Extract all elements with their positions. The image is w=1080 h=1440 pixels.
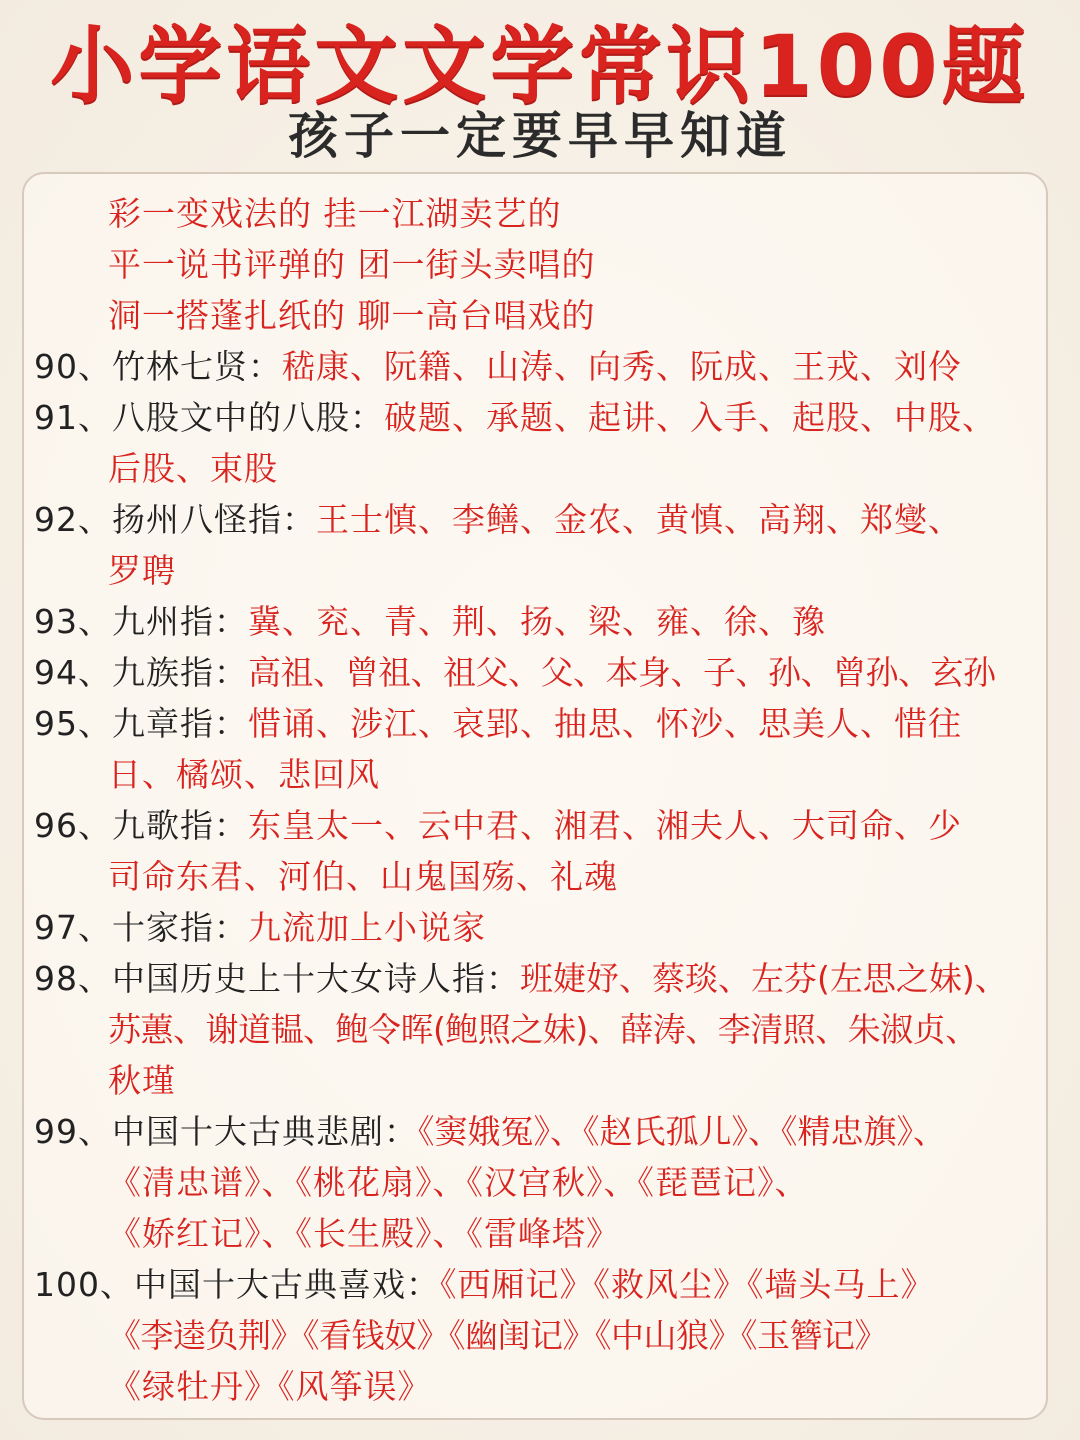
item-answer-continued: 《清忠谱》、《桃花扇》、《汉宫秋》、《琵琶记》、 [108, 1163, 809, 1202]
item-answer: 惜诵、涉江、哀郢、抽思、怀沙、思美人、惜往 [248, 704, 962, 743]
page-title: 小学语文文学常识100题 [50, 17, 1030, 115]
intro-line: 彩一变戏法的 挂一江湖卖艺的 [108, 194, 562, 233]
item-answer: 《窦娥冤》、《赵氏孤儿》、《精忠旗》、 [418, 1112, 946, 1151]
item-answer: 王士慎、李鳝、金农、黄慎、高翔、郑燮、 [316, 500, 962, 539]
item-answer-continued: 后股、束股 [108, 449, 278, 488]
item-label: 八股文中的八股： [112, 398, 384, 437]
item-answer: 《西厢记》《救风尘》《墙头马上》 [440, 1265, 935, 1304]
item-number: 96、 [34, 806, 112, 845]
list-item [34, 647, 1044, 698]
item-answer: 嵇康、阮籍、山涛、向秀、阮成、王戎、刘伶 [282, 347, 962, 386]
item-number: 94、 [34, 653, 112, 692]
item-answer: 东皇太一、云中君、湘君、湘夫人、大司命、少 [248, 806, 962, 845]
item-answer-continued: 罗聘 [108, 551, 176, 590]
item-label: 十家指： [112, 908, 248, 947]
item-number: 98、 [34, 959, 112, 998]
list-item [34, 953, 1044, 1004]
item-answer-continued: 日、橘颂、悲回风 [108, 755, 380, 794]
item-answer-continued: 秋瑾 [108, 1061, 176, 1100]
item-number: 91、 [34, 398, 112, 437]
item-label: 中国十大古典悲剧： [112, 1112, 418, 1151]
item-answer-continued: 《绿牡丹》《风筝误》 [108, 1367, 432, 1406]
list-item [34, 698, 1044, 749]
list-item [34, 1106, 1044, 1157]
item-answer-continued: 苏蕙、谢道韫、鲍令晖(鲍照之妹)、薛涛、李清照、朱淑贞、 [108, 1010, 978, 1049]
list-item [34, 800, 1044, 851]
item-number: 90、 [34, 347, 112, 386]
item-number: 99、 [34, 1112, 112, 1151]
item-answer-continued: 司命东君、河伯、山鬼国殇、礼魂 [108, 857, 618, 896]
list-item [34, 596, 1044, 647]
list-item [34, 341, 1044, 392]
item-answer: 破题、承题、起讲、入手、起股、中股、 [384, 398, 996, 437]
item-number: 97、 [34, 908, 112, 947]
item-label: 九章指： [112, 704, 248, 743]
list-item [34, 902, 1044, 953]
item-label: 中国历史上十大女诗人指： [112, 959, 520, 998]
item-number: 92、 [34, 500, 112, 539]
page-subtitle: 孩子一定要早早知道 [288, 107, 792, 165]
list-item [34, 1259, 1044, 1310]
item-label: 竹林七贤： [112, 347, 282, 386]
item-label: 九族指： [112, 653, 248, 692]
list-item [34, 494, 1044, 545]
intro-line: 平一说书评弹的 团一街头卖唱的 [108, 245, 596, 284]
item-answer: 班婕妤、蔡琰、左芬(左思之妹)、 [520, 959, 1008, 998]
item-label: 九歌指： [112, 806, 248, 845]
item-answer-continued: 《娇红记》、《长生殿》、《雷峰塔》 [108, 1214, 620, 1253]
item-number: 95、 [34, 704, 112, 743]
item-answer: 冀、兖、青、荆、扬、梁、雍、徐、豫 [248, 602, 826, 641]
item-label: 中国十大古典喜戏： [134, 1265, 440, 1304]
list-item [34, 392, 1044, 443]
content-list [34, 188, 1044, 1412]
item-label: 九州指： [112, 602, 248, 641]
item-answer: 九流加上小说家 [248, 908, 486, 947]
item-number: 93、 [34, 602, 112, 641]
item-label: 扬州八怪指： [112, 500, 316, 539]
item-answer-continued: 《李逵负荆》《看钱奴》《幽闺记》《中山狼》《玉簪记》 [108, 1316, 887, 1355]
intro-line: 洞一搭蓬扎纸的 聊一高台唱戏的 [108, 296, 596, 335]
item-number: 100、 [34, 1265, 134, 1304]
item-answer: 高祖、曾祖、祖父、父、本身、子、孙、曾孙、玄孙 [248, 653, 996, 692]
